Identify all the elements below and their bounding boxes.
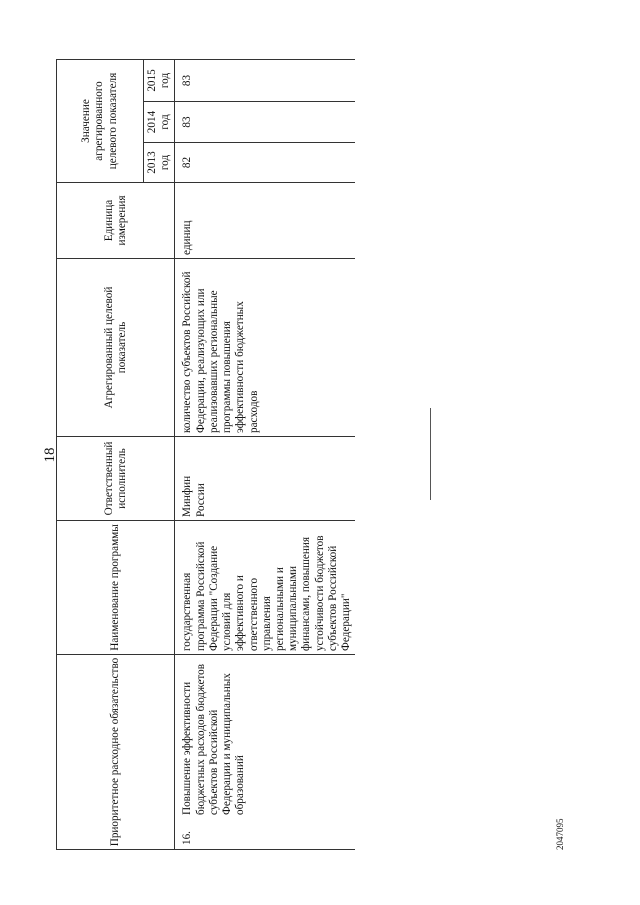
header-unit: Единица измерения [57,183,175,259]
row-number: 16. [181,831,194,845]
document-code: 2047095 [555,818,565,850]
value-2014-cell: 83 [175,102,355,143]
obligation-cell [175,655,355,850]
indicator-cell: количество субъектов Российской Федерации, реализующих или реализовавших региональные программы повышения эффективности бюджетных расходов [175,259,355,437]
obligation-text: Повышение эффективности бюджетных расходов бюджетов субъектов Российской Федерации и муниципальных образований [181,663,247,815]
header-year-2013: 2013 год [144,143,175,183]
executor-cell: Минфин России [175,437,355,521]
program-cell: государственная программа Российской Федерации "Создание условий для эффективного и ответственного управления региональными и муниципальными финансами, повышения устойчивости бюджетов субъектов Российской Федерации" [175,521,355,655]
signature-line [430,408,431,500]
priority-obligations-table [56,59,355,850]
header-year-2015: 2015 год [144,59,175,101]
value-2015-cell: 83 [175,59,355,101]
page-number: 18 [42,447,58,463]
header-aggregated-value: Значение агрегированного целевого показателя [57,59,144,182]
table-row [175,59,355,849]
header-executor: Ответственный исполнитель [57,437,175,521]
header-obligation: Приоритетное расходное обязательство [57,655,175,850]
unit-cell: единиц [175,183,355,259]
rotated-page [40,60,572,850]
header-program: Наименование программы [57,521,175,655]
header-indicator: Агрегированный целевой показатель [57,259,175,437]
value-2013-cell: 82 [175,143,355,183]
header-year-2014: 2014 год [144,102,175,143]
